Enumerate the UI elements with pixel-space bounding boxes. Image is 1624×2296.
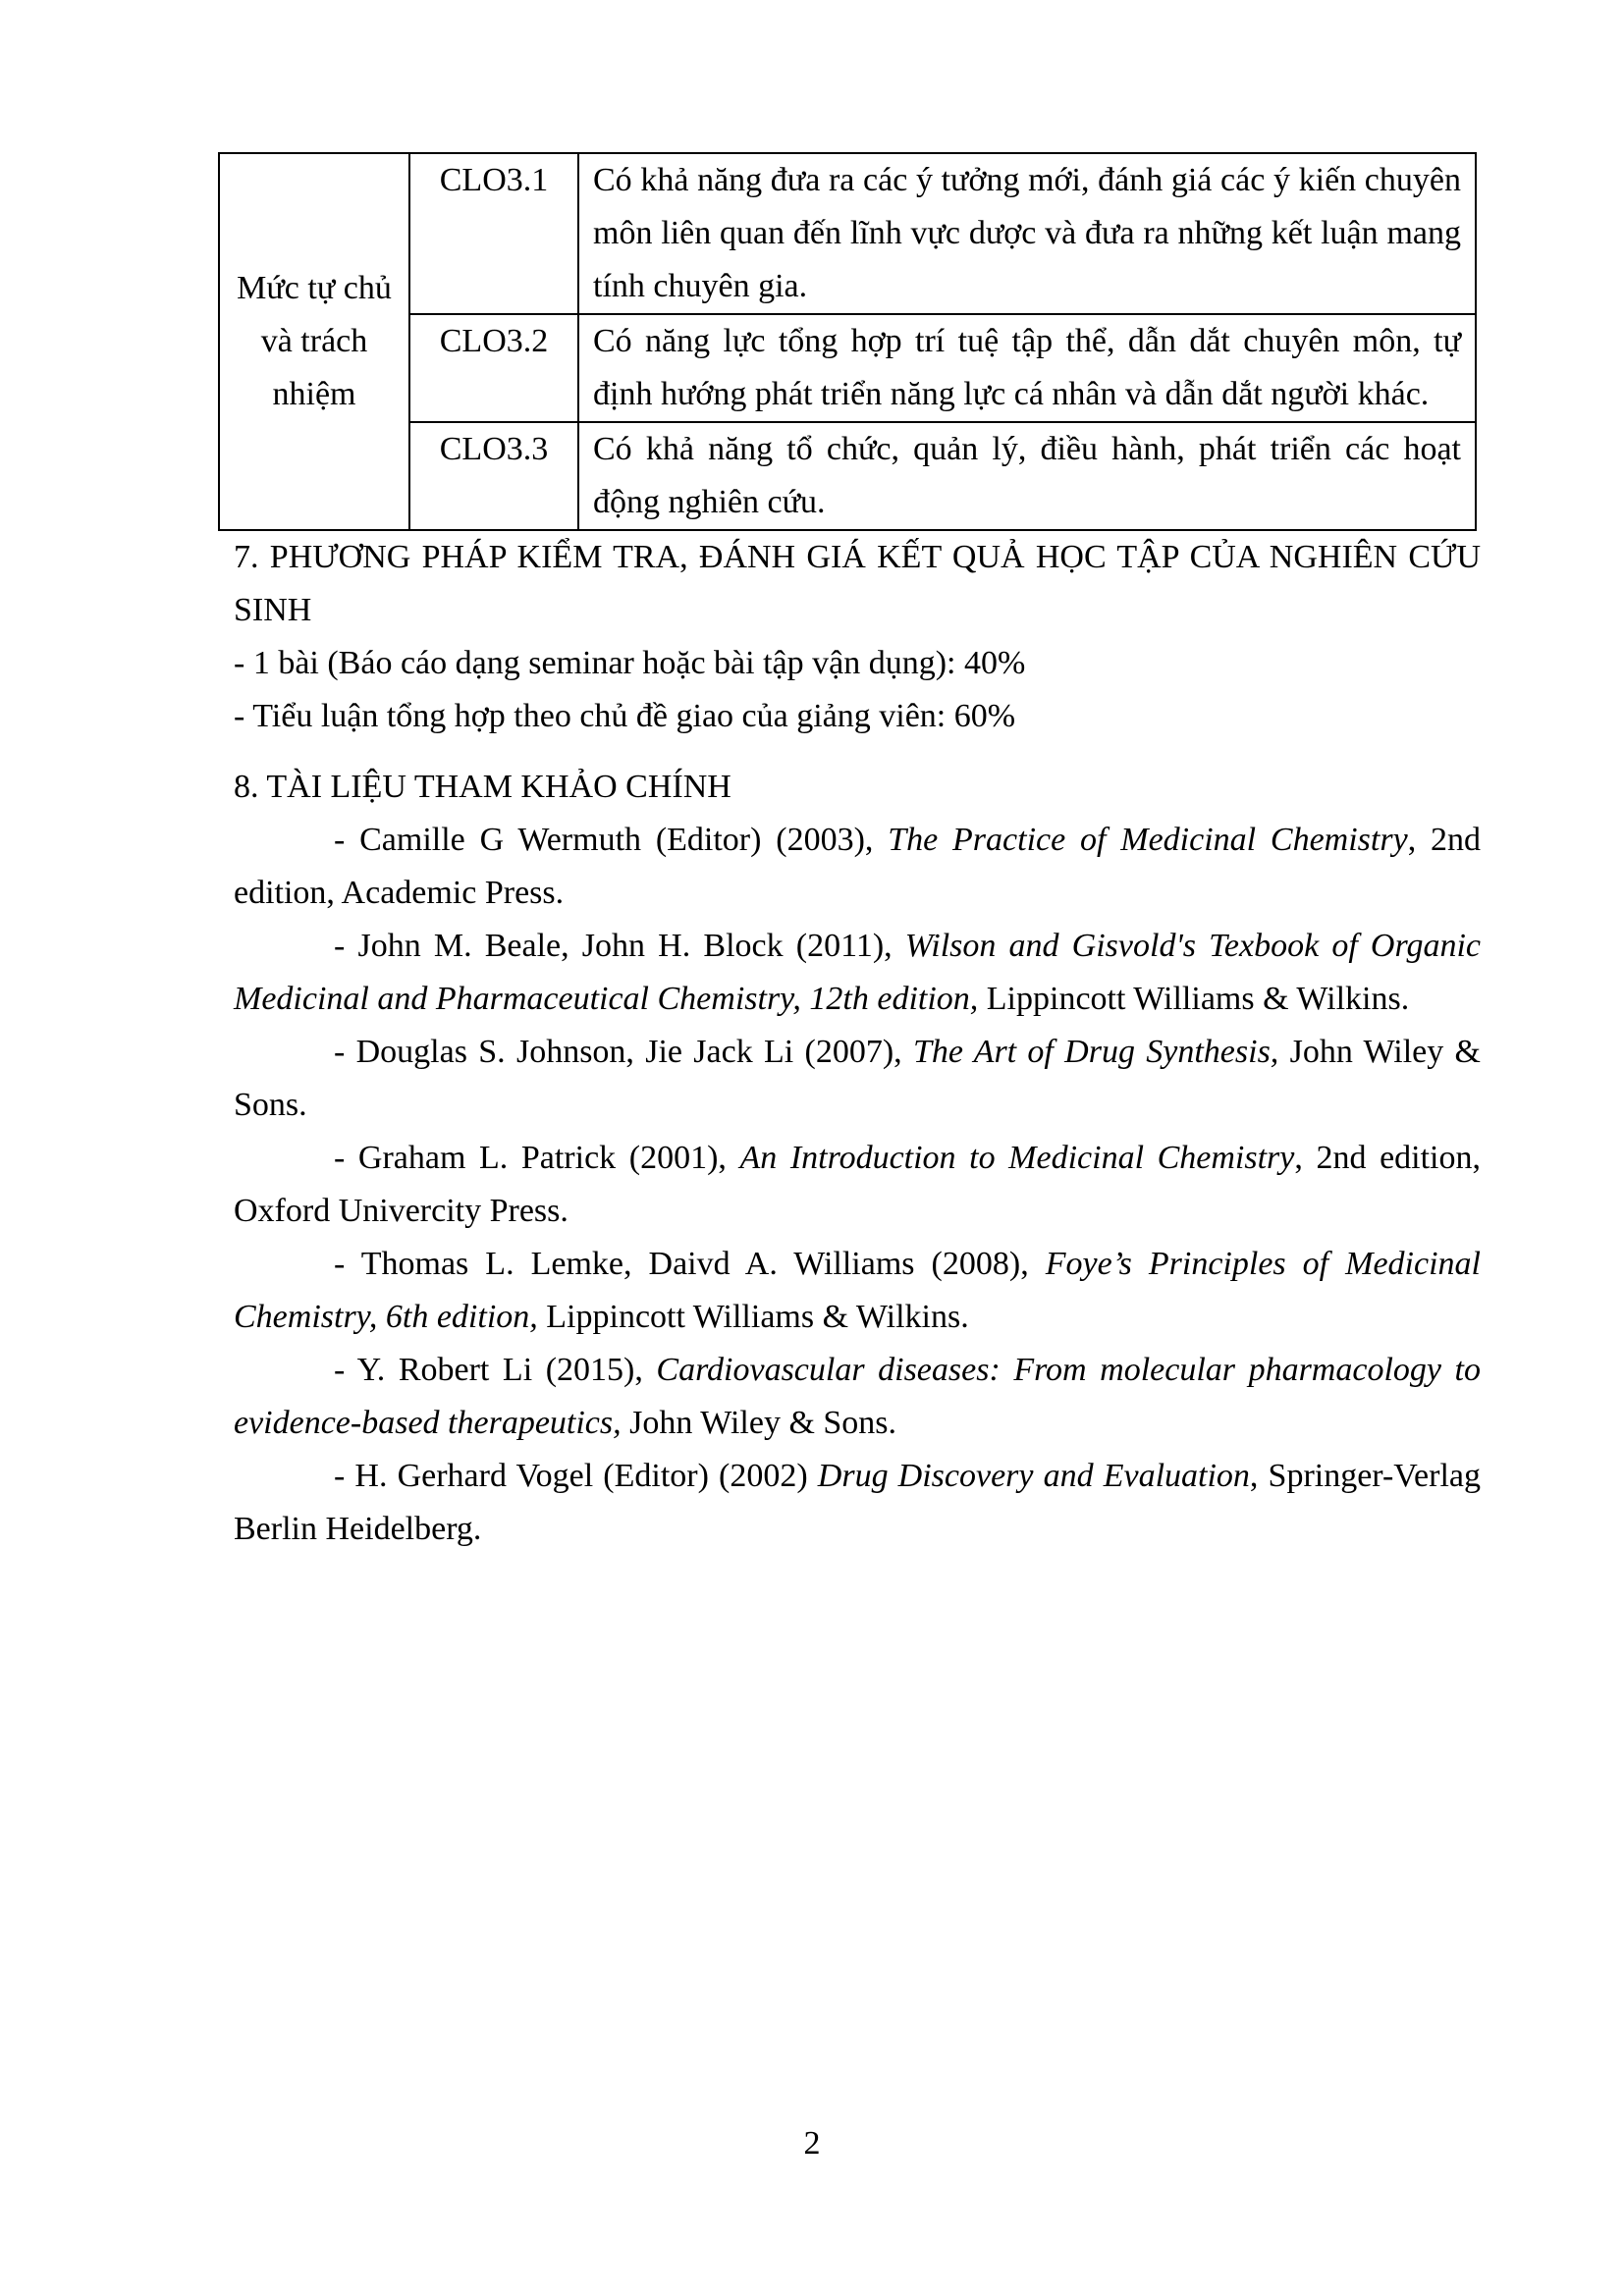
section-7-heading: 7. PHƯƠNG PHÁP KIỂM TRA, ĐÁNH GIÁ KẾT QUẢ HỌC TẬP CỦA NGHIÊN CỨU SINH	[234, 539, 1481, 628]
clo-code: CLO3.3	[409, 422, 578, 530]
clo-code: CLO3.2	[409, 314, 578, 422]
document-page	[234, 152, 1481, 1556]
reference-item: - Douglas S. Johnson, Jie Jack Li (2007), The Art of Drug Synthesis, John Wiley & Sons.	[234, 1034, 1481, 1123]
clo-table	[218, 152, 1477, 531]
reference-item: - Thomas L. Lemke, Daivd A. Williams (2008), Foye’s Principles of Medicinal Chemistry, 6th edition, Lippincott Williams & Wilkins.	[234, 1246, 1481, 1335]
assessment-item: - 1 bài (Báo cáo dạng seminar hoặc bài tập vận dụng): 40%	[234, 645, 1026, 681]
assessment-item: - Tiểu luận tổng hợp theo chủ đề giao của giảng viên: 60%	[234, 698, 1016, 734]
reference-item: - John M. Beale, John H. Block (2011), Wilson and Gisvold's Texbook of Organic Medicinal and Pharmaceutical Chemistry, 12th edition, Lippincott Williams & Wilkins.	[234, 928, 1481, 1017]
clo-description: Có năng lực tổng hợp trí tuệ tập thể, dẫn dắt chuyên môn, tự định hướng phát triển năng lực cá nhân và dẫn dắt người khác.	[578, 314, 1476, 422]
reference-item: - Camille G Wermuth (Editor) (2003), The Practice of Medicinal Chemistry, 2nd edition, Academic Press.	[234, 822, 1481, 911]
reference-item: - Graham L. Patrick (2001), An Introduction to Medicinal Chemistry, 2nd edition, Oxford Univercity Press.	[234, 1140, 1481, 1229]
page-number: 2	[803, 2125, 821, 2162]
reference-item: - H. Gerhard Vogel (Editor) (2002) Drug Discovery and Evaluation, Springer-Verlag Berlin Heidelberg.	[234, 1458, 1481, 1547]
section-8-heading: 8. TÀI LIỆU THAM KHẢO CHÍNH	[234, 769, 731, 805]
clo-description: Có khả năng đưa ra các ý tưởng mới, đánh giá các ý kiến chuyên môn liên quan đến lĩnh vực dược và đưa ra những kết luận mang tính chuyên gia.	[578, 153, 1476, 314]
table-row	[219, 153, 1476, 314]
category-cell: Mức tự chủ và trách nhiệm	[219, 153, 409, 530]
clo-code: CLO3.1	[409, 153, 578, 314]
reference-item: - Y. Robert Li (2015), Cardiovascular diseases: From molecular pharmacology to evidence-based therapeutics, John Wiley & Sons.	[234, 1352, 1481, 1441]
clo-description: Có khả năng tổ chức, quản lý, điều hành, phát triển các hoạt động nghiên cứu.	[578, 422, 1476, 530]
